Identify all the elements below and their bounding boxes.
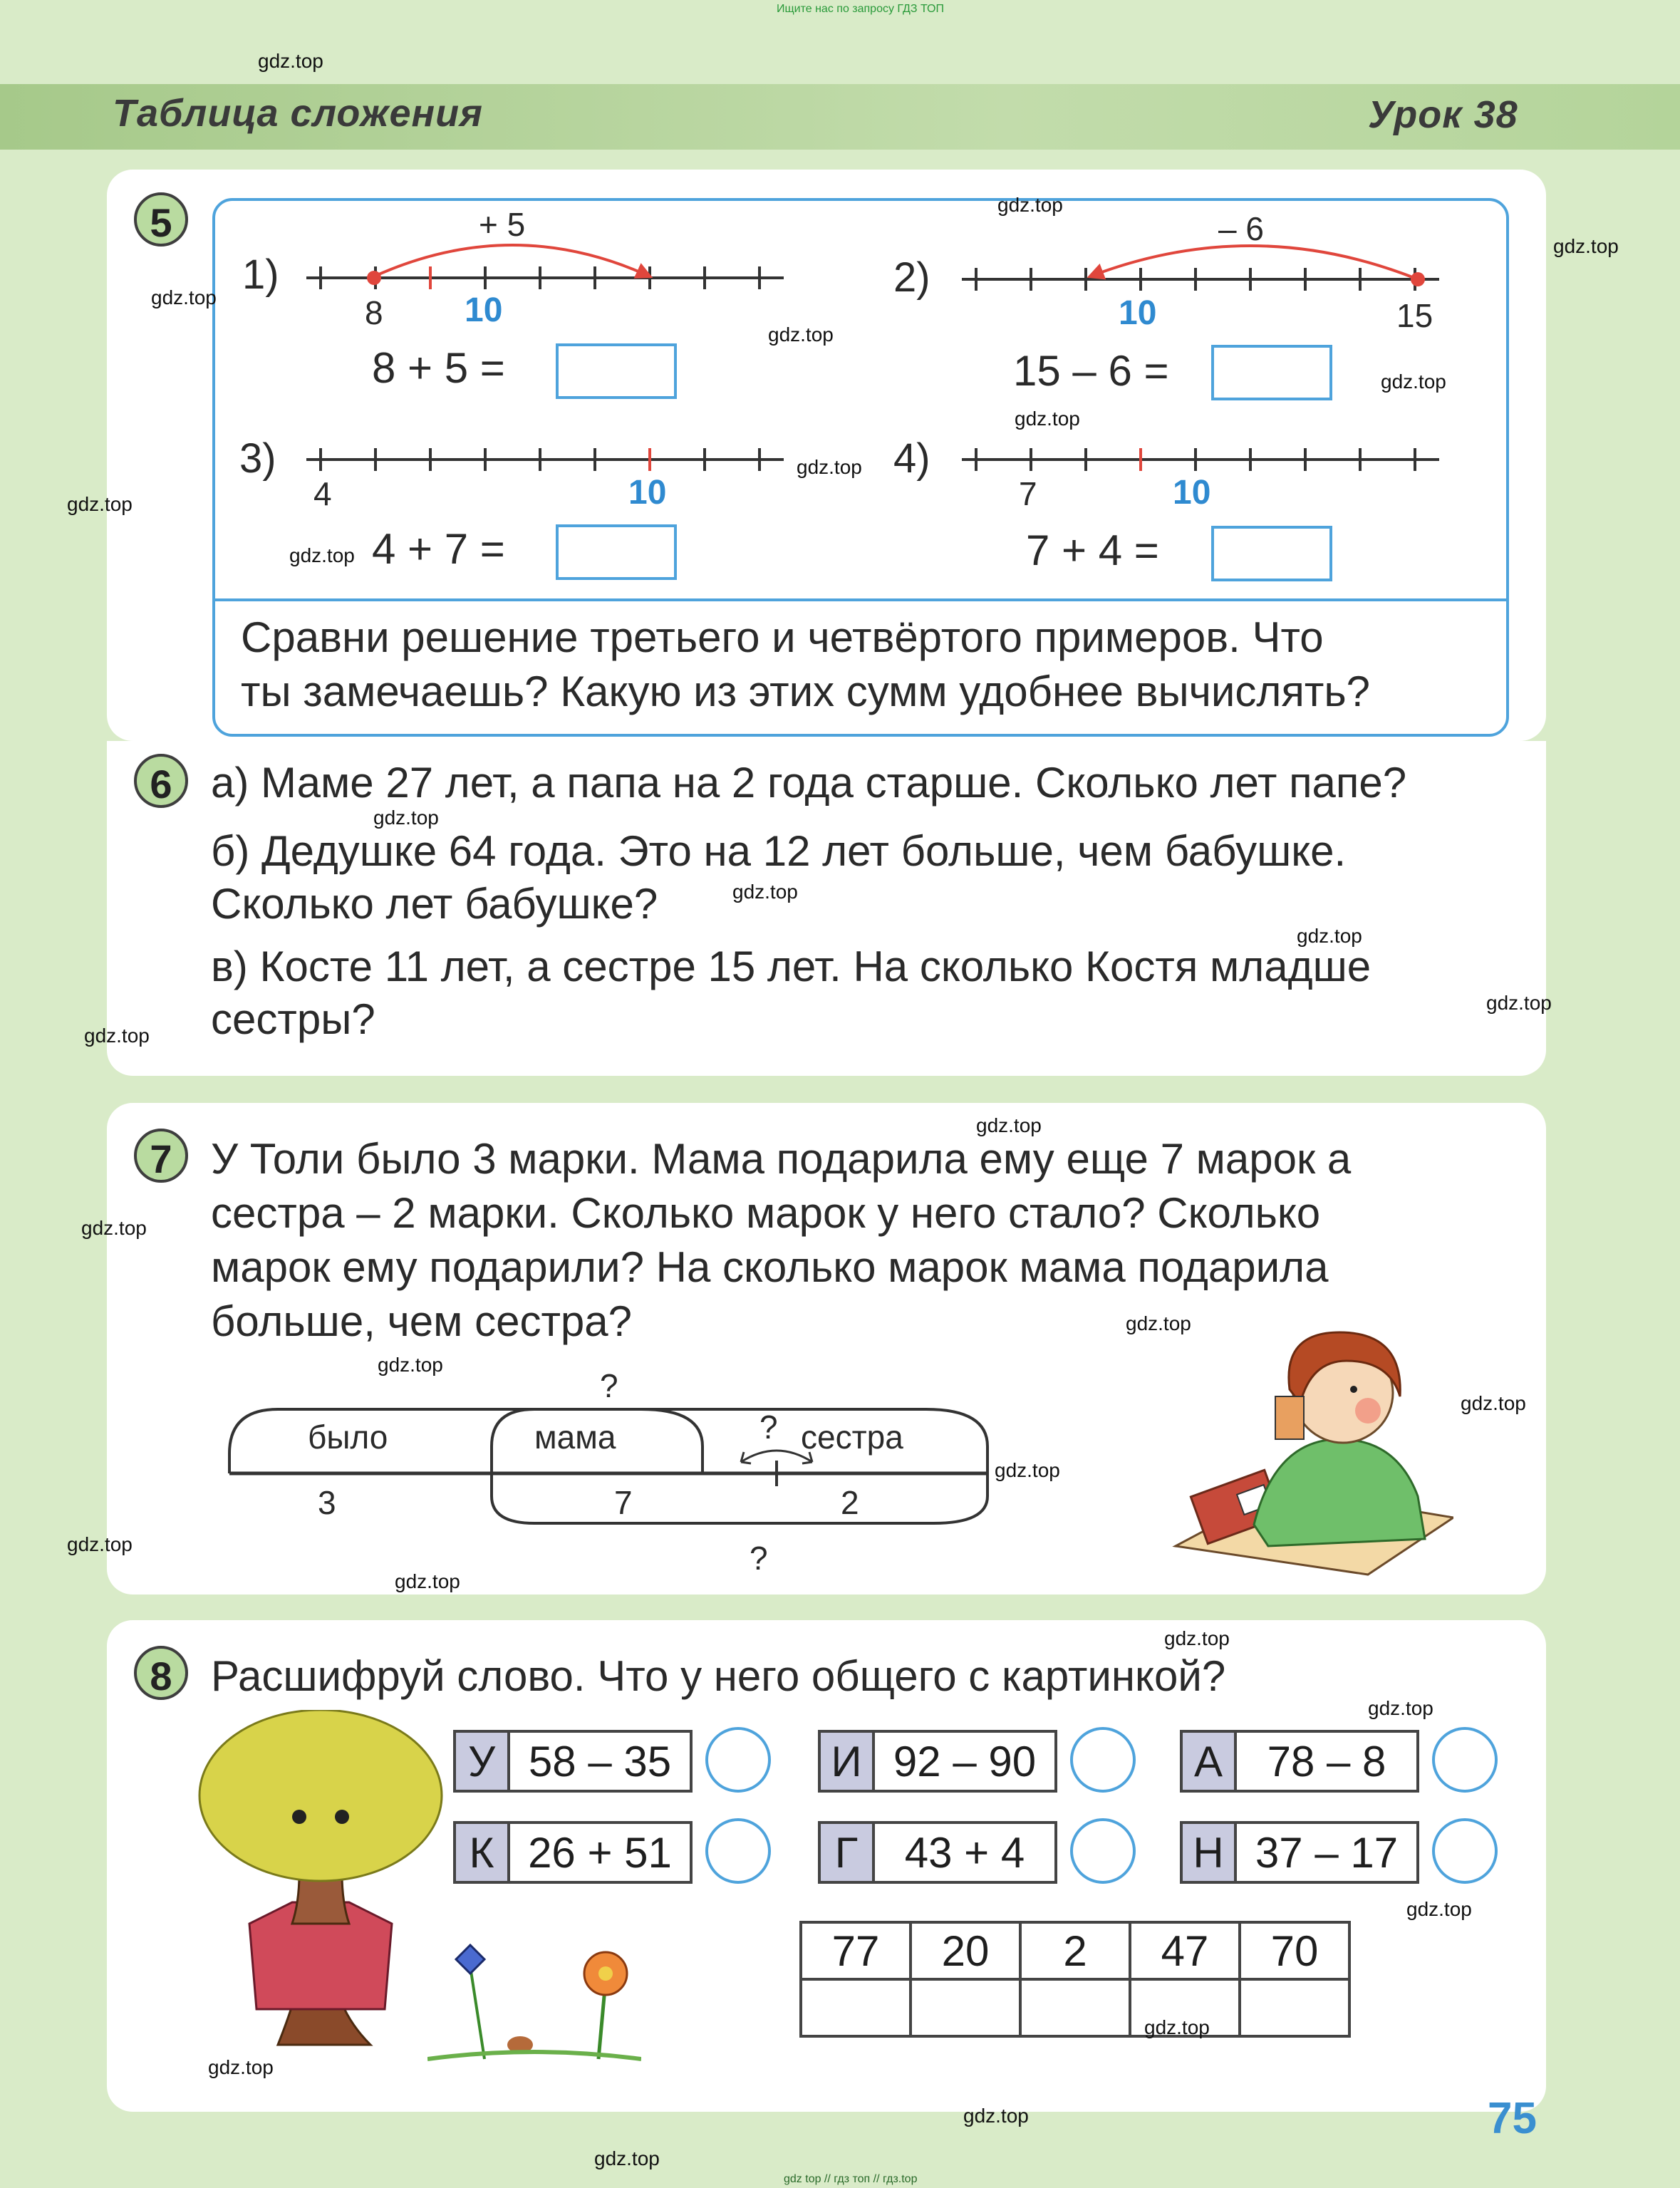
- top-note: Ищите нас по запросу ГДЗ ТОП: [777, 3, 944, 15]
- page-number: 75: [1488, 2094, 1537, 2143]
- code-box-n: [1180, 1821, 1419, 1884]
- code-expression: 37 – 17: [1255, 1829, 1399, 1877]
- watermark: gdz.top: [151, 286, 217, 309]
- watermark: gdz.top: [373, 807, 439, 829]
- boy-with-stamps-illustration: [1154, 1311, 1453, 1582]
- watermark: gdz.top: [67, 493, 133, 515]
- tree-illustration: [171, 1710, 456, 2052]
- watermark: gdz.top: [732, 881, 798, 903]
- scheme-bottom-question: ?: [750, 1540, 768, 1577]
- watermark: gdz.top: [208, 2056, 274, 2078]
- line2-answer-box[interactable]: [1211, 345, 1332, 400]
- answer-circle-i[interactable]: [1070, 1727, 1136, 1793]
- answer-circle-a[interactable]: [1432, 1727, 1498, 1793]
- task8-number-badge: 8: [134, 1646, 188, 1700]
- code-expression: 78 – 8: [1267, 1738, 1386, 1785]
- task6-a: а) Маме 27 лет, а папа на 2 года старше. Сколько лет папе?: [211, 759, 1407, 807]
- line1-start-label: 8: [365, 294, 383, 331]
- watermark: gdz.top: [67, 1533, 133, 1555]
- line1-answer-box[interactable]: [556, 343, 677, 399]
- scheme-label-was: было: [308, 1419, 388, 1456]
- decode-table: [799, 1921, 1351, 2038]
- watermark: gdz.top: [1486, 992, 1552, 1014]
- watermark: gdz.top: [963, 2105, 1029, 2127]
- watermark: gdz.top: [976, 1114, 1042, 1136]
- code-box-i: [818, 1730, 1057, 1793]
- task6-c2: сестры?: [211, 995, 375, 1043]
- code-box-a: [1180, 1730, 1419, 1793]
- code-box-g: [818, 1821, 1057, 1884]
- watermark: gdz.top: [1015, 408, 1080, 430]
- watermark: gdz.top: [378, 1354, 443, 1376]
- task7-line4: больше, чем сестра?: [211, 1297, 633, 1345]
- task5-question-line2: ты замечаешь? Какую из этих сумм удобнее вычислять?: [241, 668, 1370, 715]
- line2-end-label: 15: [1396, 297, 1433, 334]
- line2-arrow-label: – 6: [1218, 210, 1264, 247]
- answer-circle-n[interactable]: [1432, 1818, 1498, 1884]
- line1-equation: 8 + 5 =: [372, 344, 505, 392]
- watermark: gdz.top: [1297, 925, 1362, 947]
- task7-number-badge: 7: [134, 1129, 188, 1183]
- watermark: gdz.top: [797, 456, 862, 478]
- code-letter: А: [1183, 1733, 1237, 1790]
- line1-ten: 10: [465, 291, 503, 329]
- scheme-label-mom: мама: [534, 1419, 616, 1456]
- watermark: gdz.top: [1406, 1898, 1472, 1920]
- decode-number: 20: [911, 1922, 1020, 1979]
- task6-b2: Сколько лет бабушке?: [211, 880, 658, 928]
- watermark: gdz.top: [1368, 1697, 1433, 1719]
- code-letter: Г: [821, 1824, 875, 1881]
- answer-circle-k[interactable]: [705, 1818, 771, 1884]
- decode-letter-cell[interactable]: [911, 1979, 1020, 2036]
- task5-divider: [212, 598, 1509, 601]
- watermark: gdz.top: [289, 544, 355, 566]
- line4-start-label: 7: [1019, 475, 1037, 512]
- task7-line2: сестра – 2 марки. Сколько марок у него стало? Сколько: [211, 1189, 1321, 1237]
- task7-line1: У Толи было 3 марки. Мама подарила ему еще 7 марок а: [211, 1135, 1352, 1183]
- line4-ten: 10: [1173, 474, 1211, 512]
- decode-number: 77: [801, 1922, 911, 1979]
- task6-number-badge: 6: [134, 754, 188, 808]
- line4-answer-box[interactable]: [1211, 526, 1332, 581]
- code-expression: 58 – 35: [528, 1738, 672, 1785]
- line1-arrow-label: + 5: [479, 206, 526, 243]
- line2-equation: 15 – 6 =: [1013, 347, 1169, 395]
- line4-number: 4): [893, 435, 930, 482]
- line3-start-label: 4: [313, 475, 332, 512]
- task5-number-badge: 5: [134, 192, 188, 247]
- answer-circle-g[interactable]: [1070, 1818, 1136, 1884]
- line3-number: 3): [239, 435, 276, 482]
- line3-answer-box[interactable]: [556, 524, 677, 580]
- task5-question-line1: Сравни решение третьего и четвёртого примеров. Что: [241, 613, 1324, 661]
- watermark: gdz.top: [1553, 235, 1619, 257]
- scheme-top-question: ?: [600, 1367, 618, 1404]
- watermark: gdz.top: [1164, 1627, 1230, 1649]
- start-dot-2: [1411, 272, 1425, 286]
- page-title: Таблица сложения: [113, 92, 483, 135]
- watermark: gdz.top: [258, 50, 323, 72]
- watermark: gdz.top: [81, 1217, 147, 1239]
- line3-ten: 10: [628, 474, 667, 512]
- code-letter: У: [456, 1733, 510, 1790]
- watermark: gdz.top: [84, 1025, 150, 1047]
- task6-b1: б) Дедушке 64 года. Это на 12 лет больше, чем бабушке.: [211, 827, 1347, 875]
- answer-circle-u[interactable]: [705, 1727, 771, 1793]
- line4-equation: 7 + 4 =: [1026, 527, 1159, 574]
- code-expression: 43 + 4: [904, 1829, 1025, 1877]
- watermark: gdz.top: [1461, 1392, 1526, 1414]
- watermark: gdz.top: [1144, 2016, 1210, 2038]
- watermark: gdz.top: [1381, 370, 1446, 393]
- line2-ten: 10: [1119, 294, 1157, 332]
- code-letter: К: [456, 1824, 510, 1881]
- watermark: gdz.top: [997, 194, 1063, 216]
- bottom-note: gdz top // гдз топ // гдз.top: [784, 2173, 918, 2185]
- decode-number: 70: [1240, 1922, 1349, 1979]
- code-expression: 26 + 51: [528, 1829, 672, 1877]
- arrow-plus-5: [374, 245, 650, 276]
- decode-letter-cell[interactable]: [1020, 1979, 1130, 2036]
- scheme-num-sister: 2: [841, 1484, 859, 1521]
- flowers-illustration: [427, 1938, 641, 2066]
- task6-c1: в) Косте 11 лет, а сестре 15 лет. На сколько Костя младше: [211, 943, 1372, 990]
- code-box-k: [453, 1821, 693, 1884]
- task8-prompt: Расшифруй слово. Что у него общего с картинкой?: [211, 1652, 1226, 1700]
- decode-number: 47: [1130, 1922, 1240, 1979]
- decode-letter-cell[interactable]: [801, 1979, 911, 2036]
- code-expression: 92 – 90: [893, 1738, 1037, 1785]
- task7-line3: марок ему подарили? На сколько марок мама подарила: [211, 1243, 1329, 1291]
- decode-letter-cell[interactable]: [1240, 1979, 1349, 2036]
- scheme-num-mom: 7: [614, 1484, 633, 1521]
- decode-number: 2: [1020, 1922, 1130, 1979]
- start-dot-1: [367, 271, 381, 285]
- code-letter: Н: [1183, 1824, 1237, 1881]
- line3-equation: 4 + 7 =: [372, 525, 505, 573]
- watermark: gdz.top: [1126, 1312, 1191, 1334]
- watermark: gdz.top: [995, 1459, 1060, 1481]
- watermark: gdz.top: [768, 323, 834, 346]
- scheme-mid-question: ?: [759, 1409, 778, 1446]
- scheme-label-sister: сестра: [801, 1419, 903, 1456]
- lesson-label: Урок 38: [1368, 93, 1518, 136]
- line2-number: 2): [893, 254, 930, 301]
- code-box-u: [453, 1730, 693, 1793]
- scheme-num-was: 3: [318, 1484, 336, 1521]
- watermark: gdz.top: [395, 1570, 460, 1592]
- watermark: gdz.top: [594, 2147, 660, 2169]
- line1-number: 1): [242, 252, 279, 298]
- code-letter: И: [821, 1733, 875, 1790]
